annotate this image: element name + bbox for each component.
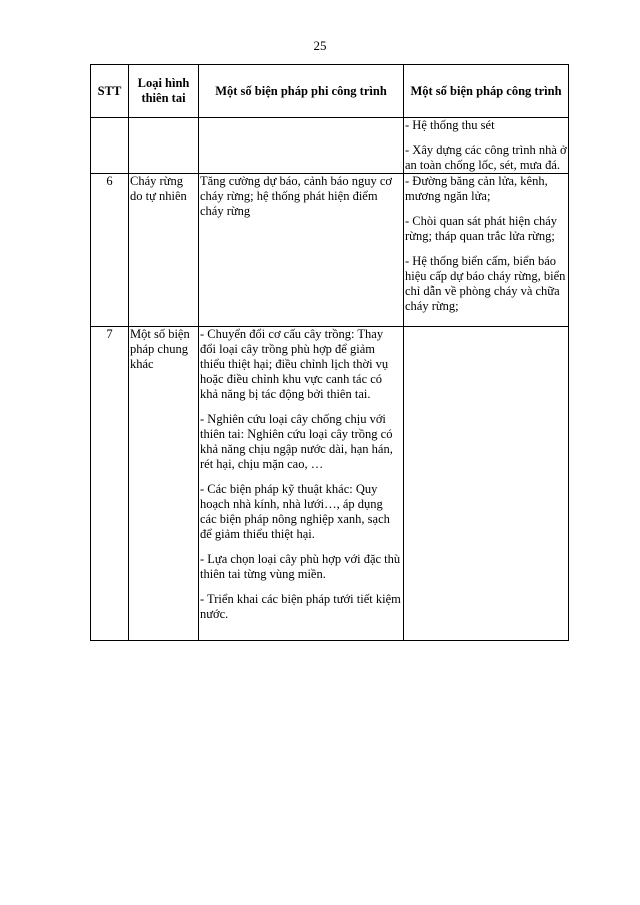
row-stt: 6 [91, 174, 129, 327]
table-header-row [91, 65, 569, 118]
non-structural-measure: - Các biện pháp kỹ thuật khác: Quy hoạch nhà kính, nhà lưới…, áp dụng các biện pháp nông nghiệp xanh, sạch để giảm thiểu thiệt hại. [200, 482, 390, 541]
row-structural [404, 327, 569, 641]
row-disaster-type: Một số biện pháp chung khác [129, 327, 199, 641]
row-non-structural [199, 118, 404, 174]
header-structural-measures: Một số biện pháp công trình [404, 65, 569, 118]
structural-measure: - Hệ thống thu sét [405, 118, 495, 132]
non-structural-measure: - Lựa chọn loại cây phù hợp với đặc thù thiên tai từng vùng miền. [200, 552, 401, 581]
row-disaster-type: Cháy rừng do tự nhiên [129, 174, 199, 327]
row-stt: 7 [91, 327, 129, 641]
header-non-structural-measures: Một số biện pháp phi công trình [199, 65, 404, 118]
table-row [91, 174, 569, 327]
table-row [91, 118, 569, 174]
non-structural-measure: - Triển khai các biện pháp tưới tiết kiệm nước. [200, 592, 401, 621]
structural-measure: - Đường băng cản lửa, kênh, mương ngăn lửa; [405, 174, 548, 203]
page-number: 25 [313, 38, 327, 53]
header-disaster-type: Loại hình thiên tai [129, 65, 199, 118]
table-row [91, 327, 569, 641]
row-structural [404, 118, 569, 174]
non-structural-measure: - Chuyển đổi cơ cấu cây trồng: Thay đổi loại cây trồng phù hợp để giảm thiểu thiệt hại; điều chỉnh lịch thời vụ hoặc điều chỉnh khu vực canh tác có khả năng bị tác động bởi thiên tai. [200, 327, 389, 401]
row-structural [404, 174, 569, 327]
row-disaster-type [129, 118, 199, 174]
row-non-structural [199, 174, 404, 327]
header-stt: STT [91, 65, 129, 118]
structural-measure: - Xây dựng các công trình nhà ở an toàn chống lốc, sét, mưa đá. [405, 143, 567, 172]
non-structural-measure: Tăng cường dự báo, cảnh báo nguy cơ cháy rừng; hệ thống phát hiện điểm cháy rừng [200, 174, 392, 218]
structural-measure: - Hệ thống biển cấm, biển báo hiệu cấp dự báo cháy rừng, biển chỉ dẫn về phòng cháy và chữa cháy rừng; [405, 254, 566, 313]
non-structural-measure: - Nghiên cứu loại cây chống chịu với thiên tai: Nghiên cứu loại cây trồng có khả năng chịu ngập nước dài, hạn hán, rét hại, chịu mặn cao, … [200, 412, 393, 471]
row-stt [91, 118, 129, 174]
measures-table [90, 64, 569, 641]
row-non-structural [199, 327, 404, 641]
structural-measure: - Chòi quan sát phát hiện cháy rừng; tháp quan trắc lửa rừng; [405, 214, 558, 243]
